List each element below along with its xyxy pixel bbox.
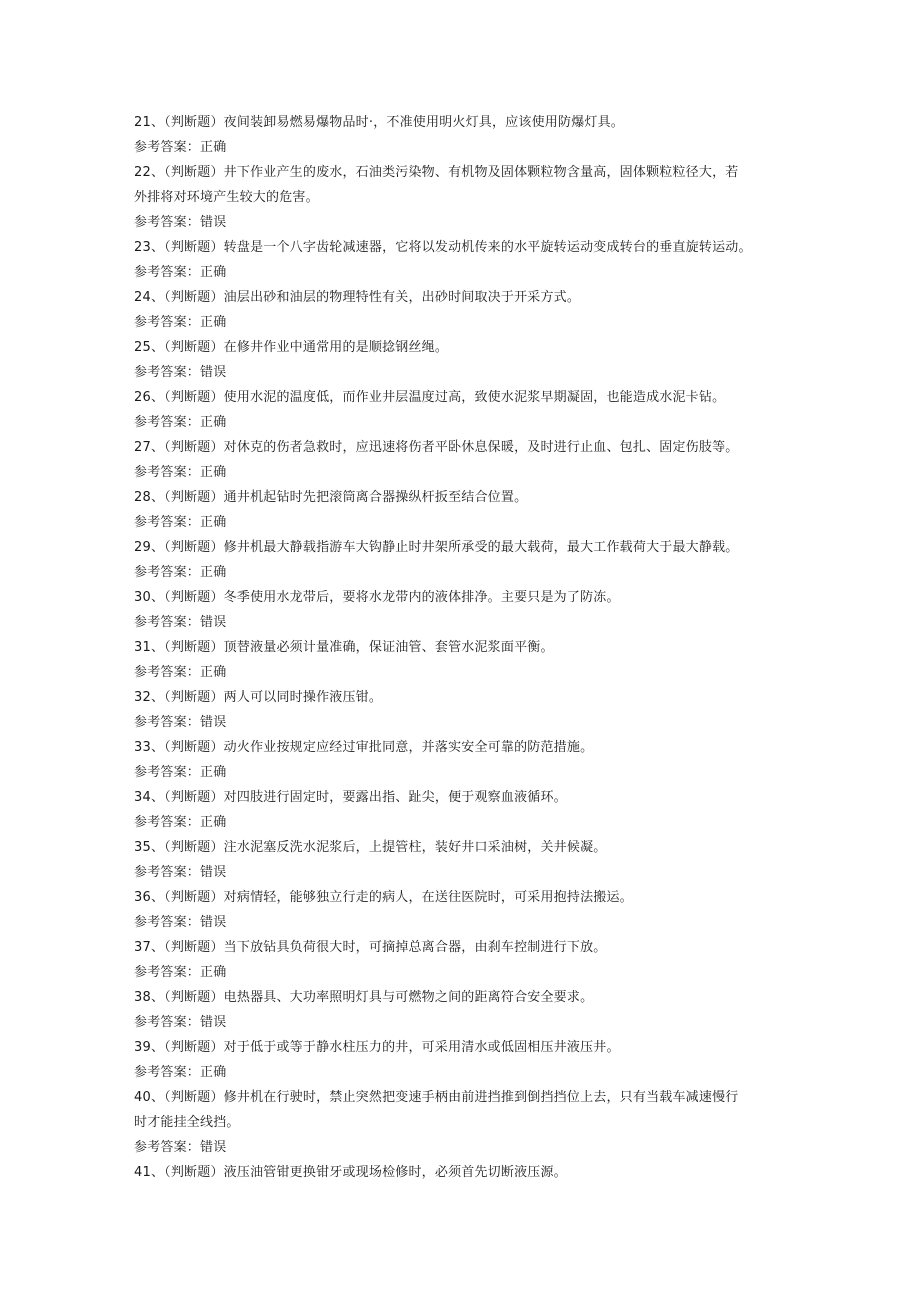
question-line xyxy=(134,1160,784,1185)
question-text: 转盘是一个八字齿轮减速器，它将以发动机传来的水平旋转运动变成转台的垂直旋转运动。 xyxy=(223,240,752,255)
question-number: 33 xyxy=(134,740,151,755)
question-item xyxy=(134,385,784,435)
question-item xyxy=(134,435,784,485)
answer-line xyxy=(134,1060,784,1085)
answer-label: 参考答案： xyxy=(134,615,201,630)
question-number: 35 xyxy=(134,840,151,855)
answer-label: 参考答案： xyxy=(134,865,201,880)
question-line xyxy=(134,885,784,910)
answer-line xyxy=(134,810,784,835)
question-text: 修井机在行驶时，禁止突然把变速手柄由前进挡推到倒挡挡位上去，只有当载车减速慢行 xyxy=(223,1090,739,1105)
question-separator: 、 xyxy=(150,1165,165,1180)
question-text-continued: 外排将对环境产生较大的危害。 xyxy=(134,190,319,205)
answer-label: 参考答案： xyxy=(134,1065,201,1080)
question-type: （判断题） xyxy=(164,1040,224,1055)
question-type: （判断题） xyxy=(164,890,224,905)
question-line xyxy=(134,160,784,185)
question-text-continued: 时才能挂全线挡。 xyxy=(134,1115,240,1130)
question-type: （判断题） xyxy=(164,1090,224,1105)
question-item xyxy=(134,235,784,285)
question-separator: 、 xyxy=(150,165,165,180)
answer-label: 参考答案： xyxy=(134,365,201,380)
answer-value: 正确 xyxy=(200,265,227,280)
question-separator: 、 xyxy=(150,1090,165,1105)
question-text: 动火作业按规定应经过审批同意，并落实安全可靠的防范措施。 xyxy=(223,740,594,755)
question-number: 21 xyxy=(134,115,151,130)
question-number: 39 xyxy=(134,1040,151,1055)
question-separator: 、 xyxy=(150,490,165,505)
question-number: 26 xyxy=(134,390,151,405)
answer-value: 正确 xyxy=(200,140,227,155)
question-type: （判断题） xyxy=(164,390,224,405)
question-line xyxy=(134,335,784,360)
question-number: 32 xyxy=(134,690,151,705)
question-number: 36 xyxy=(134,890,151,905)
answer-line xyxy=(134,310,784,335)
answer-value: 错误 xyxy=(200,865,227,880)
answer-line xyxy=(134,210,784,235)
answer-line xyxy=(134,660,784,685)
question-type: （判断题） xyxy=(164,240,224,255)
answer-line xyxy=(134,560,784,585)
question-line xyxy=(134,735,784,760)
question-line xyxy=(134,985,784,1010)
question-line xyxy=(134,835,784,860)
question-number: 23 xyxy=(134,240,151,255)
answer-value: 正确 xyxy=(200,315,227,330)
question-text: 在修井作业中通常用的是顺捻钢丝绳。 xyxy=(223,340,449,355)
answer-label: 参考答案： xyxy=(134,415,201,430)
question-line xyxy=(134,285,784,310)
question-number: 31 xyxy=(134,640,151,655)
question-text: 油层出砂和油层的物理特性有关，出砂时间取决于开采方式。 xyxy=(223,290,581,305)
question-text: 对病情轻，能够独立行走的病人，在送往医院时，可采用抱持法搬运。 xyxy=(223,890,633,905)
question-number: 27 xyxy=(134,440,151,455)
question-separator: 、 xyxy=(150,290,165,305)
answer-value: 错误 xyxy=(200,215,227,230)
question-separator: 、 xyxy=(150,640,165,655)
question-item xyxy=(134,1035,784,1085)
question-separator: 、 xyxy=(150,740,165,755)
answer-line xyxy=(134,710,784,735)
question-item xyxy=(134,635,784,685)
question-number: 25 xyxy=(134,340,151,355)
answer-value: 正确 xyxy=(200,465,227,480)
answer-line xyxy=(134,135,784,160)
answer-value: 错误 xyxy=(200,615,227,630)
question-item xyxy=(134,885,784,935)
answer-label: 参考答案： xyxy=(134,815,201,830)
question-line xyxy=(134,385,784,410)
question-number: 22 xyxy=(134,165,151,180)
question-text: 通井机起钻时先把滚筒离合器操纵杆扳至结合位置。 xyxy=(223,490,528,505)
question-separator: 、 xyxy=(150,890,165,905)
answer-label: 参考答案： xyxy=(134,565,201,580)
question-text: 井下作业产生的废水，石油类污染物、有机物及固体颗粒物含量高，固体颗粒粒径大，若 xyxy=(223,165,739,180)
question-line xyxy=(134,110,784,135)
question-type: （判断题） xyxy=(164,1165,224,1180)
question-type: （判断题） xyxy=(164,590,224,605)
answer-label: 参考答案： xyxy=(134,515,201,530)
question-number: 34 xyxy=(134,790,151,805)
answer-line xyxy=(134,460,784,485)
question-separator: 、 xyxy=(150,790,165,805)
question-item xyxy=(134,1160,784,1185)
question-item xyxy=(134,535,784,585)
question-list xyxy=(134,110,784,1185)
question-separator: 、 xyxy=(150,990,165,1005)
answer-value: 正确 xyxy=(200,765,227,780)
question-text: 对四肢进行固定时，要露出指、趾尖，便于观察血液循环。 xyxy=(223,790,567,805)
answer-label: 参考答案： xyxy=(134,465,201,480)
question-line xyxy=(134,485,784,510)
answer-line xyxy=(134,360,784,385)
question-type: （判断题） xyxy=(164,990,224,1005)
question-item xyxy=(134,1085,784,1160)
question-number: 24 xyxy=(134,290,151,305)
answer-value: 正确 xyxy=(200,515,227,530)
question-type: （判断题） xyxy=(164,790,224,805)
question-type: （判断题） xyxy=(164,640,224,655)
question-line xyxy=(134,635,784,660)
question-number: 40 xyxy=(134,1090,151,1105)
question-text: 两人可以同时操作液压钳。 xyxy=(223,690,383,705)
question-separator: 、 xyxy=(150,240,165,255)
question-type: （判断题） xyxy=(164,490,224,505)
question-item xyxy=(134,585,784,635)
answer-value: 正确 xyxy=(200,815,227,830)
question-type: （判断题） xyxy=(164,690,224,705)
answer-label: 参考答案： xyxy=(134,315,201,330)
answer-value: 正确 xyxy=(200,965,227,980)
answer-label: 参考答案： xyxy=(134,1140,201,1155)
answer-value: 错误 xyxy=(200,715,227,730)
question-separator: 、 xyxy=(150,590,165,605)
question-text: 冬季使用水龙带后，要将水龙带内的液体排净。主要只是为了防冻。 xyxy=(223,590,620,605)
answer-line xyxy=(134,860,784,885)
question-line xyxy=(134,585,784,610)
question-separator: 、 xyxy=(150,940,165,955)
question-separator: 、 xyxy=(150,340,165,355)
question-line xyxy=(134,1085,784,1110)
question-type: （判断题） xyxy=(164,840,224,855)
answer-value: 正确 xyxy=(200,415,227,430)
answer-value: 正确 xyxy=(200,565,227,580)
question-item xyxy=(134,485,784,535)
answer-label: 参考答案： xyxy=(134,140,201,155)
question-separator: 、 xyxy=(150,440,165,455)
question-separator: 、 xyxy=(150,1040,165,1055)
question-text: 当下放钻具负荷很大时，可摘掉总离合器，由刹车控制进行下放。 xyxy=(223,940,607,955)
question-separator: 、 xyxy=(150,390,165,405)
question-line xyxy=(134,935,784,960)
answer-value: 错误 xyxy=(200,1140,227,1155)
question-line xyxy=(134,685,784,710)
question-number: 37 xyxy=(134,940,151,955)
question-line xyxy=(134,435,784,460)
answer-value: 错误 xyxy=(200,365,227,380)
answer-value: 错误 xyxy=(200,1015,227,1030)
answer-label: 参考答案： xyxy=(134,765,201,780)
answer-label: 参考答案： xyxy=(134,265,201,280)
question-item xyxy=(134,335,784,385)
question-text: 对休克的伤者急救时，应迅速将伤者平卧休息保暖，及时进行止血、包扎、固定伤肢等。 xyxy=(223,440,739,455)
question-item xyxy=(134,285,784,335)
answer-label: 参考答案： xyxy=(134,215,201,230)
answer-value: 错误 xyxy=(200,915,227,930)
question-item xyxy=(134,110,784,160)
question-type: （判断题） xyxy=(164,440,224,455)
question-type: （判断题） xyxy=(164,165,224,180)
question-item xyxy=(134,735,784,785)
question-item xyxy=(134,835,784,885)
question-type: （判断题） xyxy=(164,740,224,755)
question-item xyxy=(134,985,784,1035)
question-item xyxy=(134,935,784,985)
question-line xyxy=(134,235,784,260)
answer-value: 正确 xyxy=(200,665,227,680)
question-number: 29 xyxy=(134,540,151,555)
question-item xyxy=(134,160,784,235)
question-line xyxy=(134,1035,784,1060)
question-item xyxy=(134,785,784,835)
question-type: （判断题） xyxy=(164,290,224,305)
answer-line xyxy=(134,910,784,935)
question-item xyxy=(134,685,784,735)
question-type: （判断题） xyxy=(164,940,224,955)
question-number: 28 xyxy=(134,490,151,505)
question-number: 38 xyxy=(134,990,151,1005)
question-line xyxy=(134,535,784,560)
question-text: 顶替液量必须计量准确，保证油管、套管水泥浆面平衡。 xyxy=(223,640,554,655)
answer-label: 参考答案： xyxy=(134,715,201,730)
question-text: 电热器具、大功率照明灯具与可燃物之间的距离符合安全要求。 xyxy=(223,990,594,1005)
question-text: 使用水泥的温度低，而作业井层温度过高，致使水泥浆早期凝固，也能造成水泥卡钻。 xyxy=(223,390,726,405)
answer-line xyxy=(134,260,784,285)
question-text: 注水泥塞反洗水泥浆后，上提管柱，装好井口采油树，关井候凝。 xyxy=(223,840,607,855)
answer-line xyxy=(134,1135,784,1160)
question-separator: 、 xyxy=(150,840,165,855)
question-type: （判断题） xyxy=(164,115,224,130)
answer-label: 参考答案： xyxy=(134,665,201,680)
question-line xyxy=(134,785,784,810)
answer-label: 参考答案： xyxy=(134,965,201,980)
answer-line xyxy=(134,510,784,535)
question-text: 液压油管钳更换钳牙或现场检修时，必须首先切断液压源。 xyxy=(223,1165,567,1180)
answer-value: 正确 xyxy=(200,1065,227,1080)
answer-line xyxy=(134,960,784,985)
answer-label: 参考答案： xyxy=(134,1015,201,1030)
question-type: （判断题） xyxy=(164,340,224,355)
question-type: （判断题） xyxy=(164,540,224,555)
answer-label: 参考答案： xyxy=(134,915,201,930)
answer-line xyxy=(134,410,784,435)
question-separator: 、 xyxy=(150,690,165,705)
question-separator: 、 xyxy=(150,540,165,555)
question-text: 对于低于或等于静水柱压力的井，可采用清水或低固相压井液压井。 xyxy=(223,1040,620,1055)
question-separator: 、 xyxy=(150,115,165,130)
answer-line xyxy=(134,1010,784,1035)
answer-line xyxy=(134,760,784,785)
question-number: 30 xyxy=(134,590,151,605)
question-number: 41 xyxy=(134,1165,151,1180)
answer-line xyxy=(134,610,784,635)
question-text: 修井机最大静载指游车大钩静止时井架所承受的最大载荷，最大工作载荷大于最大静载。 xyxy=(223,540,739,555)
question-text: 夜间装卸易燃易爆物品时·，不准使用明火灯具，应该使用防爆灯具。 xyxy=(223,115,625,130)
